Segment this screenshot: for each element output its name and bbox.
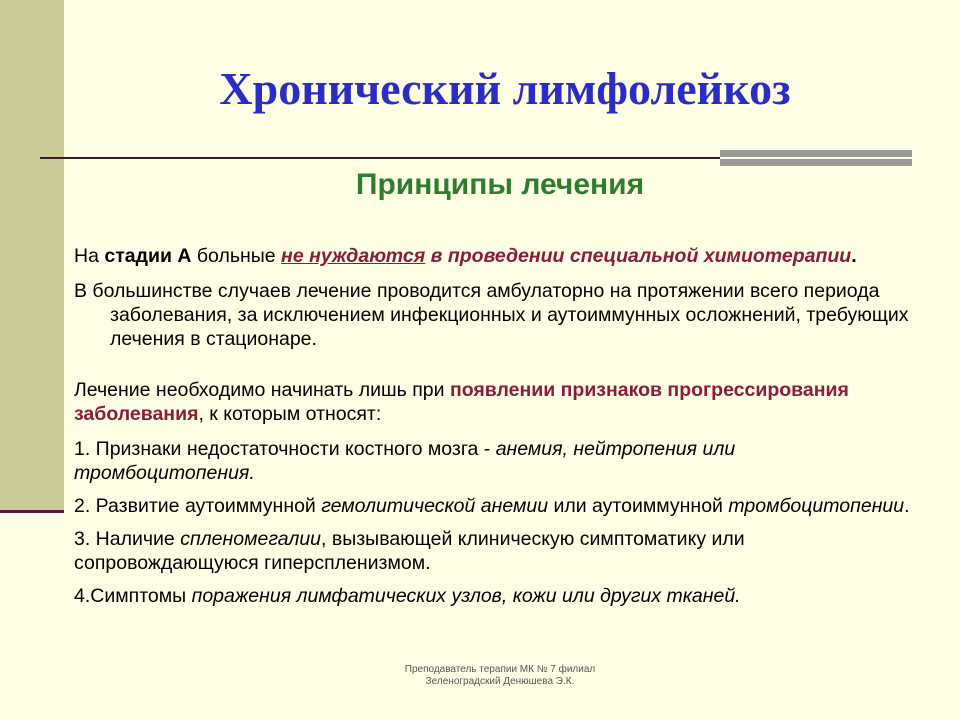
paragraph-start-treatment	[74, 378, 914, 426]
sidebar-band	[0, 0, 64, 512]
text: .	[851, 245, 857, 267]
title-rule-accent	[720, 150, 912, 166]
paragraph-ambulatory: В большинстве случаев лечение проводится амбулаторно на протяжении всего периода заболевания, за исключением инфекционных и аутоиммунных осложнений, требующих лечения в стационаре.	[74, 280, 909, 350]
list-item	[74, 494, 914, 518]
slide-subtitle: Принципы лечения	[355, 168, 645, 201]
emphasis-text: спленомегалии	[180, 528, 322, 550]
footer-line: Зеленоградский Денюшева Э.К.	[425, 676, 575, 687]
emphasis-text: гемолитической анемии	[321, 495, 549, 517]
text: или аутоиммунной	[548, 495, 729, 517]
slide-footer	[360, 664, 640, 688]
stage-label: стадии А	[104, 245, 192, 267]
text: .	[904, 495, 910, 517]
paragraph-stage-a	[74, 244, 914, 268]
text: , вызывающей клиническую симптоматику или сопровождающуюся гиперспленизмом.	[74, 528, 745, 574]
emphasis-text: в проведении специальной химиотерапии	[425, 245, 852, 267]
text: 4.Симптомы	[74, 585, 192, 607]
slide-body	[74, 244, 914, 617]
text: 1. Признаки недостаточности костного мозга -	[74, 438, 496, 460]
text: , к которым относят:	[198, 403, 382, 425]
slide-title: Хронический лимфолейкоз	[219, 63, 791, 114]
sidebar-divider	[0, 510, 64, 513]
text: 2. Развитие аутоиммунной	[74, 495, 322, 517]
text: На	[74, 245, 105, 267]
list-item	[74, 437, 914, 485]
text: 3. Наличие	[74, 528, 181, 550]
list-item	[74, 527, 914, 575]
list-item	[74, 584, 914, 608]
footer-line: Преподаватель терапии МК № 7 филиал	[404, 664, 596, 675]
text: больные	[191, 245, 282, 267]
text: Лечение необходимо начинать лишь при	[74, 379, 450, 401]
emphasis-text: не нуждаются	[281, 245, 426, 267]
emphasis-text: тромбоцитопении	[728, 495, 905, 517]
emphasis-text: поражения лимфатических узлов, кожи или других тканей.	[191, 585, 741, 607]
emphasis-text: анемия, нейтропения или тромбоцитопения.	[74, 438, 736, 484]
emphasis-text: появлении признаков прогрессирования заболевания	[74, 379, 849, 425]
